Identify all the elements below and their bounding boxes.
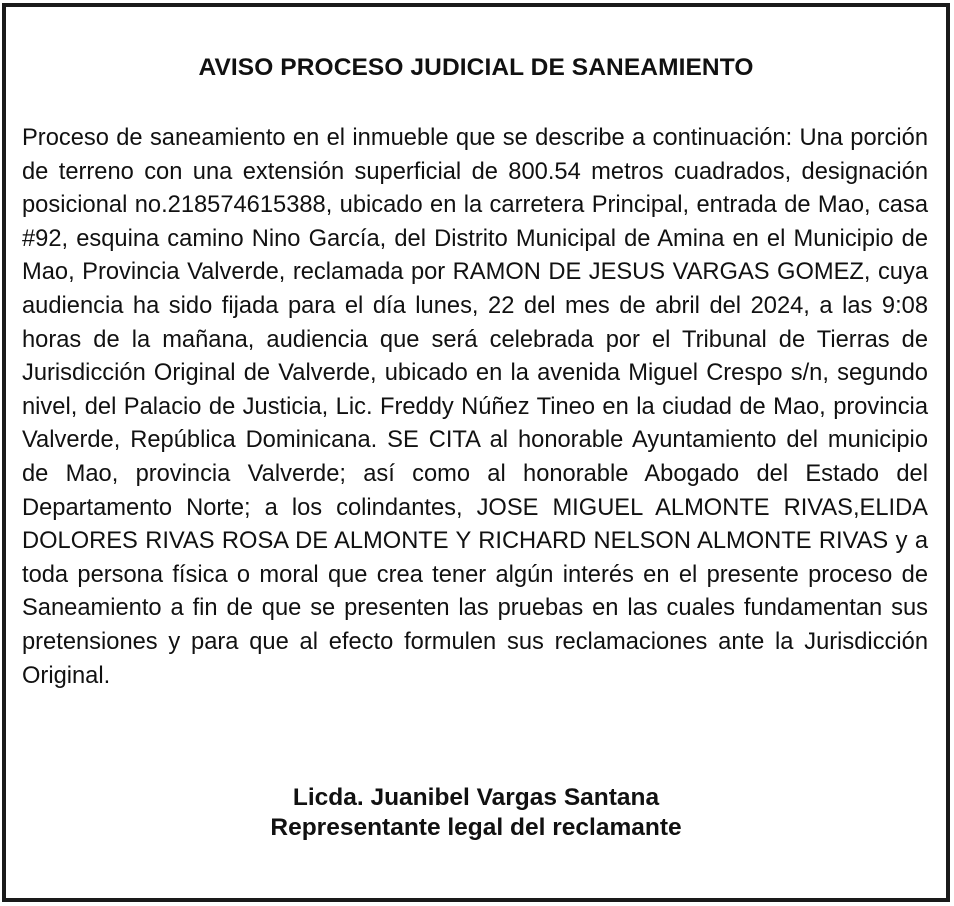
notice-title: AVISO PROCESO JUDICIAL DE SANEAMIENTO xyxy=(198,54,754,81)
notice-body: Proceso de saneamiento en el inmueble que se describe a continuación: Una porción de terreno con una extensión superficial de 800.54 metros cuadrados, designación posicional no.218574615388, ubicado en la carretera Principal, entrada de Mao, casa #92, esquina camino Nino García, del Distrito Municipal de Amina en el Municipio de Mao, Provincia Valverde, reclamada por RAMON DE JESUS VARGAS GOMEZ, cuya audiencia ha sido fijada para el día lunes, 22 del mes de abril del 2024, a las 9:08 horas de la mañana, audiencia que será celebrada por el Tribunal de Tierras de Jurisdicción Original de Valverde, ubicado en la avenida Miguel Crespo s/n, segundo nivel, del Palacio de Justicia, Lic. Freddy Núñez Tineo en la ciudad de Mao, provincia Valverde, República Dominicana. SE CITA al honorable Ayuntamiento del municipio de Mao, provincia Valverde; así como al honorable Abogado del Estado del Departamento Norte; a los colindantes, JOSE MIGUEL ALMONTE RIVAS,ELIDA DOLORES RIVAS ROSA DE ALMONTE Y RICHARD NELSON ALMONTE RIVAS y a toda persona física o moral que crea tener algún interés en el presente proceso de Saneamiento a fin de que se presenten las pruebas en las cuales fundamentan sus pretensiones y para que al efecto formulen sus reclamaciones ante la Jurisdicción Original. xyxy=(22,125,928,689)
legal-notice-box xyxy=(2,3,950,902)
signer-role: Representante legal del reclamante xyxy=(270,814,682,841)
signer-name: Licda. Juanibel Vargas Santana xyxy=(292,784,660,811)
signature-block xyxy=(6,783,946,843)
